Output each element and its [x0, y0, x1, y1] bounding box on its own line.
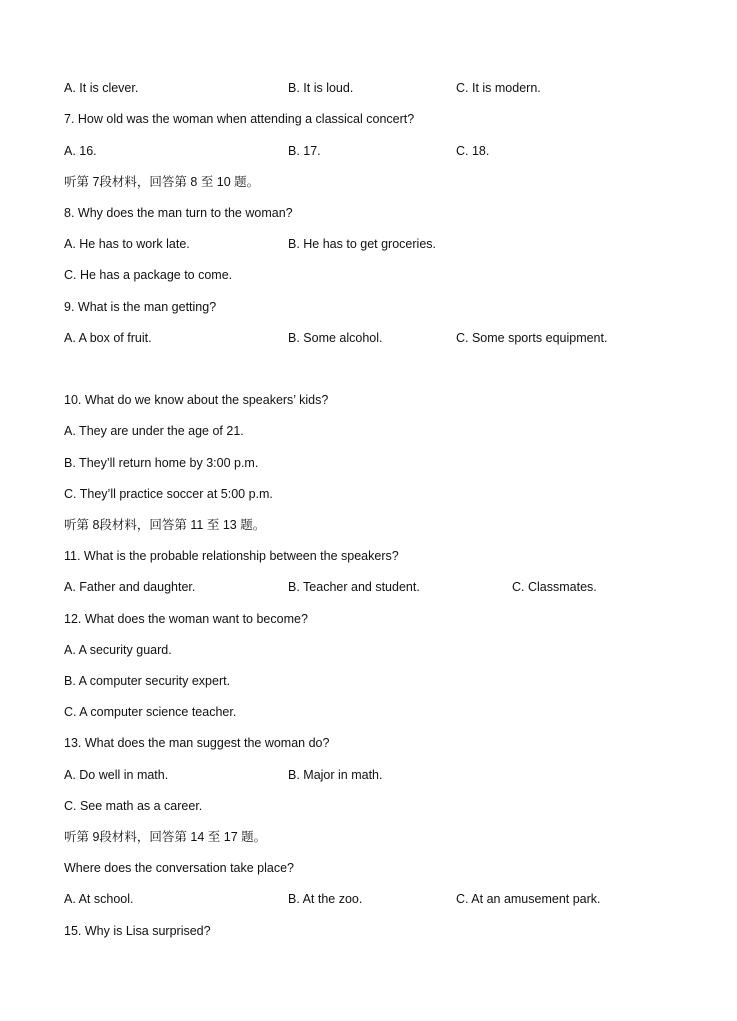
line-q10b: B. They’ll return home by 3:00 p.m.	[64, 456, 259, 470]
line-sec7: 听第 7段材料，回答第 8 至 10 题。	[64, 175, 260, 189]
line-q8a: A. He has to work late.	[64, 237, 190, 251]
line-q11b: B. Teacher and student.	[288, 580, 420, 594]
line-l1b: B. It is loud.	[288, 81, 354, 95]
line-q11: 11. What is the probable relationship between the speakers?	[64, 549, 399, 563]
line-q9c: C. Some sports equipment.	[456, 331, 608, 345]
line-q7c: C. 18.	[456, 144, 490, 158]
line-q14c: C. At an amusement park.	[456, 892, 601, 906]
line-q10c: C. They’ll practice soccer at 5:00 p.m.	[64, 487, 273, 501]
line-q15: 15. Why is Lisa surprised?	[64, 924, 211, 938]
line-q8: 8. Why does the man turn to the woman?	[64, 206, 293, 220]
line-q9a: A. A box of fruit.	[64, 331, 152, 345]
line-sec9: 听第 9段材料，回答第 14 至 17 题。	[64, 830, 267, 844]
line-sec8: 听第 8段材料，回答第 11 至 13 题。	[64, 518, 266, 532]
line-l1c: C. It is modern.	[456, 81, 541, 95]
line-q12a: A. A security guard.	[64, 643, 172, 657]
line-q14b: B. At the zoo.	[288, 892, 363, 906]
line-q13a: A. Do well in math.	[64, 768, 169, 782]
line-q12c: C. A computer science teacher.	[64, 705, 237, 719]
line-l1a: A. It is clever.	[64, 81, 139, 95]
line-q7b: B. 17.	[288, 144, 321, 158]
line-q11c: C. Classmates.	[512, 580, 597, 594]
line-q10: 10. What do we know about the speakers’ kids?	[64, 393, 329, 407]
line-q12: 12. What does the woman want to become?	[64, 612, 308, 626]
line-q13c: C. See math as a career.	[64, 799, 203, 813]
line-q7a: A. 16.	[64, 144, 97, 158]
line-q11a: A. Father and daughter.	[64, 580, 196, 594]
line-q9b: B. Some alcohol.	[288, 331, 383, 345]
line-q14: Where does the conversation take place?	[64, 861, 294, 875]
line-q7: 7. How old was the woman when attending a classical concert?	[64, 112, 415, 126]
line-q14a: A. At school.	[64, 892, 134, 906]
line-q8c: C. He has a package to come.	[64, 268, 233, 282]
line-q10a: A. They are under the age of 21.	[64, 424, 244, 438]
line-q8b: B. He has to get groceries.	[288, 237, 436, 251]
line-q9: 9. What is the man getting?	[64, 300, 217, 314]
line-q13: 13. What does the man suggest the woman do?	[64, 736, 330, 750]
line-q12b: B. A computer security expert.	[64, 674, 231, 688]
line-q13b: B. Major in math.	[288, 768, 383, 782]
